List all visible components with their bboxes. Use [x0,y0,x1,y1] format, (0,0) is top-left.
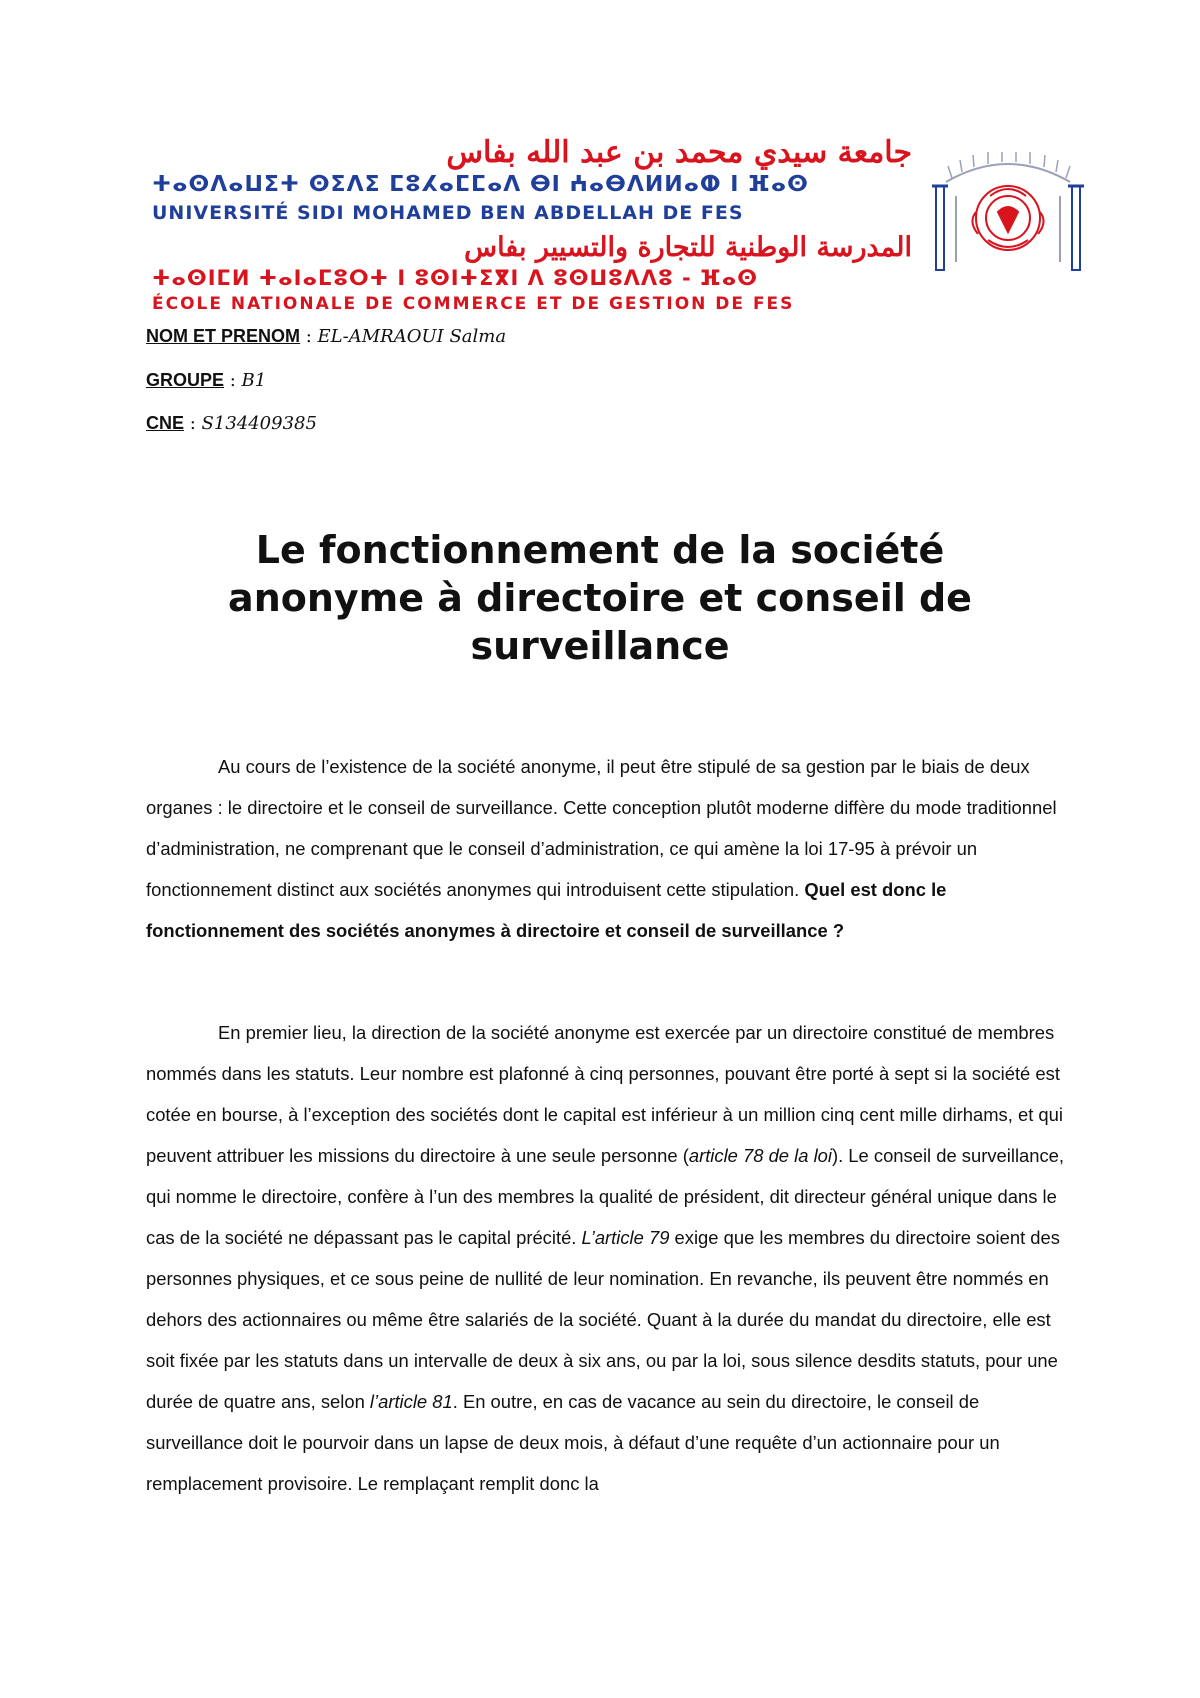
university-name-tifinagh: ⵜⴰⵙⴷⴰⵡⵉⵜ ⵙⵉⴷⵉ ⵎⵓⵃⴰⵎⵎⴰⴷ ⴱⵏ ⵄⴰⴱⴷⵍⵍⴰⵀ ⵏ ⴼⴰⵙ [152,172,809,197]
student-group-line [146,370,266,391]
intro-text: Au cours de l’existence de la société anonyme, il peut être stipulé de sa gestion par le biais de deux organes : le directoire et le conseil de surveillance. Cette conception plutôt moderne diffère du mode traditionnel d’administration, ne comprenant que le conseil d’administration, ce qui amène la loi 17-95 à prévoir un fonctionnement distinct aux sociétés anonymes qui introduisent cette stipulation. [146,756,1057,900]
student-name-label: NOM ET PRENOM [146,326,301,346]
student-cne-label: CNE [146,413,185,433]
body-text: exige que les membres du directoire soient des personnes physiques, et ce sous peine de nullité de leur nomination. En revanche, ils peuvent être nommés en dehors des actionnaires ou même être salariés de la société. Quant à la durée du mandat du directoire, elle est soit fixée par les statuts dans un intervalle de deux à six ans, ou par la loi, sous silence desdits statuts, pour une durée de quatre ans, selon [146,1227,1060,1412]
student-cne-value: S134409385 [201,413,317,434]
student-group-value: B1 [241,370,267,391]
introduction-paragraph [146,746,1074,951]
title-line: surveillance [470,624,730,668]
school-name-tifinagh: ⵜⴰⵙⵏⵎⵍ ⵜⴰⵏⴰⵎⵓⵔⵜ ⵏ ⵓⵙⵏⵜⵉⴳⵏ ⴷ ⵓⵙⵡⵓⴷⴷⵓ - ⴼⴰⵙ [152,266,759,290]
school-name-arabic: المدرسة الوطنية للتجارة والتسيير بفاس [464,232,912,263]
student-cne-separator: : [184,413,202,434]
student-name-line [146,326,506,347]
body-paragraph [146,1012,1074,1504]
university-name-french: UNIVERSITÉ SIDI MOHAMED BEN ABDELLAH DE FES [152,202,744,224]
body-text: En premier lieu, la direction de la société anonyme est exercée par un directoire constitué de membres nommés dans les statuts. Leur nombre est plafonné à cinq personnes, pouvant être porté à sept si la société est cotée en bourse, à l’exception des sociétés dont le capital est inférieur à un million cinq cent mille dirhams, et qui peuvent attribuer les missions du directoire à une seule personne ( [146,1022,1063,1166]
law-reference: l’article 81 [369,1391,453,1412]
student-group-separator: : [224,370,242,391]
document-title [150,526,1050,670]
student-group-label: GROUPE [146,370,225,390]
title-line: anonyme à directoire et conseil de [228,576,972,620]
school-name-french: ÉCOLE NATIONALE DE COMMERCE ET DE GESTION DE FES [152,294,795,314]
student-name-separator: : [300,326,318,347]
letterhead [148,135,1148,314]
law-reference: article 78 de la loi [688,1145,832,1166]
student-cne-line [146,413,317,434]
university-emblem-icon [932,152,1084,272]
student-name-value: EL-AMRAOUI Salma [317,326,507,347]
body-text: ). Le conseil de surveillance, qui nomme le directoire, confère à l’un des membres la qualité de président, dit directeur général unique dans le cas de la société ne dépassant pas le capital précité. [146,1145,1065,1248]
body-text: . En outre, en cas de vacance au sein du directoire, le conseil de surveillance doit le pourvoir dans un lapse de deux mois, à défaut d’une requête d’un actionnaire pour un remplacement provisoire. Le remplaçant remplit donc la [146,1391,1000,1494]
law-reference: L’article 79 [581,1227,670,1248]
problem-question: Quel est donc le fonctionnement des sociétés anonymes à directoire et conseil de surveillance ? [146,879,947,941]
title-line: Le fonctionnement de la société [255,528,945,572]
letterhead-text [152,135,912,318]
university-name-arabic: جامعة سيدي محمد بن عبد الله بفاس [446,135,912,170]
